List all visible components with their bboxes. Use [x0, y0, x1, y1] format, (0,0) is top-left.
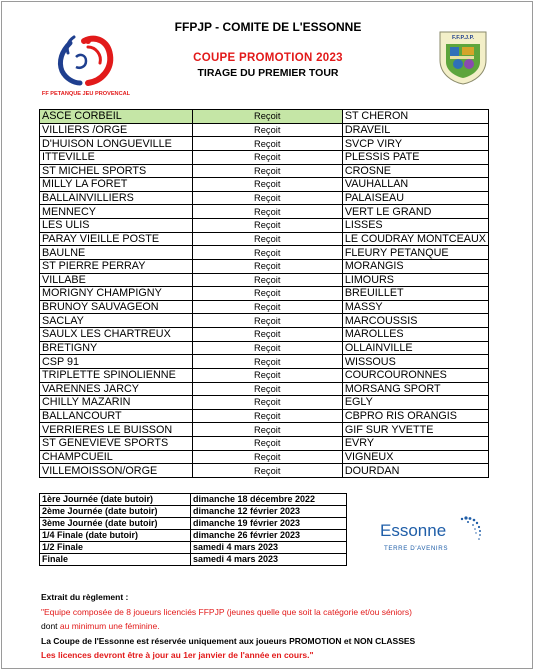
away-team-cell: ST CHERON [342, 110, 488, 124]
home-team-cell: VARENNES JARCY [40, 382, 193, 396]
home-team-cell: VERRIERES LE BUISSON [40, 423, 193, 437]
extract-line-2 [41, 619, 511, 634]
receives-cell: Reçoit [192, 287, 342, 301]
home-team-cell: CHILLY MAZARIN [40, 396, 193, 410]
essonne-logo [380, 516, 490, 556]
extract-line-3: La Coupe de l'Essonne est réservée uniquement aux joueurs PROMOTION et NON CLASSES [41, 635, 416, 646]
date-cell: samedi 4 mars 2023 [191, 554, 347, 566]
home-team-cell: ST MICHEL SPORTS [40, 164, 193, 178]
round-cell: Finale [40, 554, 191, 566]
extract-line-1: "Equipe composée de 8 joueurs licenciés FFPJP (jeunes quelle que soit la catégorie et/ou séniors) [41, 606, 412, 617]
receives-cell: Reçoit [192, 246, 342, 260]
away-team-cell: SVCP VIRY [342, 137, 488, 151]
table-row [40, 368, 489, 382]
home-team-cell: PARAY VIEILLE POSTE [40, 232, 193, 246]
away-team-cell: MARCOUSSIS [342, 314, 488, 328]
essonne-logo-tagline: TERRE D'AVENIRS [384, 545, 449, 552]
away-team-cell: MAROLLES [342, 328, 488, 342]
away-team-cell: LIMOURS [342, 273, 488, 287]
home-team-cell: VILLIERS /ORGE [40, 123, 193, 137]
receives-cell: Reçoit [192, 110, 342, 124]
away-team-cell: LISSES [342, 219, 488, 233]
home-team-cell: SACLAY [40, 314, 193, 328]
ffpjp-rooster-logo [41, 27, 131, 105]
receives-cell: Reçoit [192, 368, 342, 382]
receives-cell: Reçoit [192, 259, 342, 273]
table-row [40, 219, 489, 233]
extract-line-4: Les licences devront être à jour au 1er janvier de l'année en cours." [41, 650, 314, 661]
table-row [40, 123, 489, 137]
page-subtitle: COUPE PROMOTION 2023 [193, 52, 343, 64]
home-team-cell: CHAMPCUEIL [40, 450, 193, 464]
receives-cell: Reçoit [192, 450, 342, 464]
round-cell: 3ème Journée (date butoir) [40, 518, 191, 530]
receives-cell: Reçoit [192, 437, 342, 451]
away-team-cell: MORANGIS [342, 259, 488, 273]
ffpjp-shield-text: F.F.P.J.P. [451, 35, 475, 41]
home-team-cell: VILLABE [40, 273, 193, 287]
table-row [40, 494, 347, 506]
away-team-cell: OLLAINVILLE [342, 341, 488, 355]
table-row [40, 450, 489, 464]
home-team-cell: MENNECY [40, 205, 193, 219]
table-row [40, 506, 347, 518]
date-cell: samedi 4 mars 2023 [191, 542, 347, 554]
table-row [40, 300, 489, 314]
away-team-cell: LE COUDRAY MONTCEAUX [342, 232, 488, 246]
receives-cell: Reçoit [192, 164, 342, 178]
draw-table [39, 109, 489, 478]
receives-cell: Reçoit [192, 219, 342, 233]
receives-cell: Reçoit [192, 423, 342, 437]
page-title: FFPJP - COMITE DE L'ESSONNE [174, 20, 362, 34]
table-row [40, 518, 347, 530]
receives-cell: Reçoit [192, 123, 342, 137]
away-team-cell: BREUILLET [342, 287, 488, 301]
receives-cell: Reçoit [192, 137, 342, 151]
table-row [40, 205, 489, 219]
receives-cell: Reçoit [192, 273, 342, 287]
home-team-cell: BALLAINVILLIERS [40, 191, 193, 205]
home-team-cell: LES ULIS [40, 219, 193, 233]
page-subtitle-2: TIRAGE DU PREMIER TOUR [197, 67, 339, 79]
away-team-cell: DOURDAN [342, 464, 488, 478]
home-team-cell: CSP 91 [40, 355, 193, 369]
away-team-cell: CBPRO RIS ORANGIS [342, 409, 488, 423]
receives-cell: Reçoit [192, 382, 342, 396]
receives-cell: Reçoit [192, 341, 342, 355]
receives-cell: Reçoit [192, 328, 342, 342]
home-team-cell: D'HUISON LONGUEVILLE [40, 137, 193, 151]
table-row [40, 178, 489, 192]
receives-cell: Reçoit [192, 464, 342, 478]
away-team-cell: WISSOUS [342, 355, 488, 369]
round-cell: 1/4 Finale (date butoir) [40, 530, 191, 542]
table-row [40, 191, 489, 205]
home-team-cell: ITTEVILLE [40, 150, 193, 164]
receives-cell: Reçoit [192, 314, 342, 328]
table-row [40, 437, 489, 451]
away-team-cell: DRAVEIL [342, 123, 488, 137]
table-row [40, 259, 489, 273]
receives-cell: Reçoit [192, 300, 342, 314]
receives-cell: Reçoit [192, 191, 342, 205]
date-cell: dimanche 19 février 2023 [191, 518, 347, 530]
table-row [40, 328, 489, 342]
home-team-cell: BALLANCOURT [40, 409, 193, 423]
receives-cell: Reçoit [192, 205, 342, 219]
date-cell: dimanche 12 février 2023 [191, 506, 347, 518]
table-row [40, 382, 489, 396]
away-team-cell: MORSANG SPORT [342, 382, 488, 396]
table-row [40, 232, 489, 246]
home-team-cell: ST PIERRE PERRAY [40, 259, 193, 273]
home-team-cell: MILLY LA FORET [40, 178, 193, 192]
away-team-cell: EGLY [342, 396, 488, 410]
receives-cell: Reçoit [192, 150, 342, 164]
extract-line-2a: dont [41, 621, 60, 632]
away-team-cell: FLEURY PETANQUE [342, 246, 488, 260]
receives-cell: Reçoit [192, 409, 342, 423]
receives-cell: Reçoit [192, 396, 342, 410]
table-row [40, 542, 347, 554]
table-row [40, 409, 489, 423]
table-row [40, 150, 489, 164]
home-team-cell: MORIGNY CHAMPIGNY [40, 287, 193, 301]
table-row [40, 137, 489, 151]
ffpjp-logo-text: FF PETANQUE JEU PROVENCAL [41, 91, 131, 97]
away-team-cell: VERT LE GRAND [342, 205, 488, 219]
table-row [40, 110, 489, 124]
table-row [40, 423, 489, 437]
home-team-cell: ST GENEVIEVE SPORTS [40, 437, 193, 451]
away-team-cell: CROSNE [342, 164, 488, 178]
date-cell: dimanche 26 février 2023 [191, 530, 347, 542]
ffpjp-shield-logo [436, 28, 490, 86]
date-cell: dimanche 18 décembre 2022 [191, 494, 347, 506]
away-team-cell: PALAISEAU [342, 191, 488, 205]
away-team-cell: VIGNEUX [342, 450, 488, 464]
receives-cell: Reçoit [192, 232, 342, 246]
table-row [40, 464, 489, 478]
home-team-cell: BRETIGNY [40, 341, 193, 355]
extract-heading: Extrait du règlement : [41, 592, 129, 602]
away-team-cell: EVRY [342, 437, 488, 451]
away-team-cell: COURCOURONNES [342, 368, 488, 382]
home-team-cell: SAULX LES CHARTREUX [40, 328, 193, 342]
essonne-logo-name: Essonne [380, 521, 447, 540]
table-row [40, 273, 489, 287]
home-team-cell: TRIPLETTE SPINOLIENNE [40, 368, 193, 382]
round-cell: 1/2 Finale [40, 542, 191, 554]
table-row [40, 287, 489, 301]
receives-cell: Reçoit [192, 178, 342, 192]
away-team-cell: GIF SUR YVETTE [342, 423, 488, 437]
round-cell: 2ème Journée (date butoir) [40, 506, 191, 518]
away-team-cell: MASSY [342, 300, 488, 314]
away-team-cell: VAUHALLAN [342, 178, 488, 192]
table-row [40, 355, 489, 369]
table-row [40, 530, 347, 542]
table-row [40, 164, 489, 178]
regulation-extract [41, 590, 511, 663]
table-row [40, 396, 489, 410]
round-cell: 1ère Journée (date butoir) [40, 494, 191, 506]
table-row [40, 554, 347, 566]
home-team-cell: VILLEMOISSON/ORGE [40, 464, 193, 478]
home-team-cell: BAULNE [40, 246, 193, 260]
table-row [40, 246, 489, 260]
schedule-table [39, 493, 347, 566]
table-row [40, 341, 489, 355]
home-team-cell: ASCE CORBEIL [40, 110, 193, 124]
receives-cell: Reçoit [192, 355, 342, 369]
away-team-cell: PLESSIS PATE [342, 150, 488, 164]
table-row [40, 314, 489, 328]
extract-line-2b: au minimum une féminine. [59, 621, 160, 632]
home-team-cell: BRUNOY SAUVAGEON [40, 300, 193, 314]
